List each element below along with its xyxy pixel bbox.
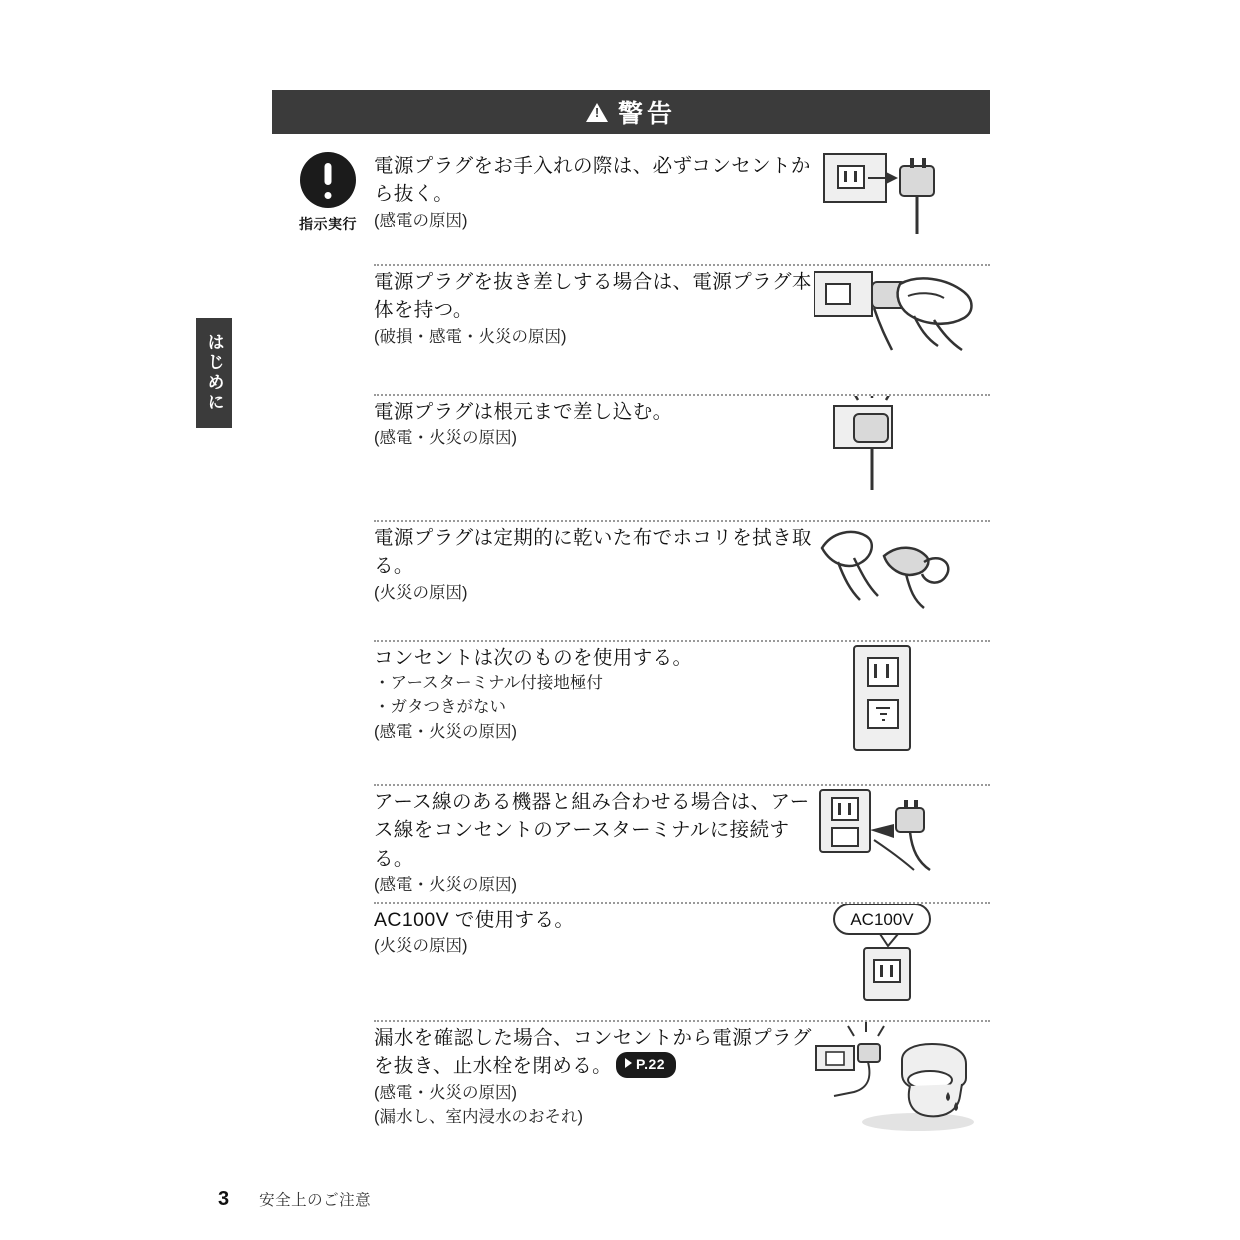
warning-banner	[272, 90, 990, 134]
svg-text:AC100V: AC100V	[850, 910, 914, 929]
exclamation-circle-icon	[300, 152, 356, 208]
row-text	[374, 522, 814, 605]
table-row	[374, 904, 990, 1022]
row-cause-text: (火災の原因)	[374, 937, 468, 956]
row-cause-text: (感電・火災の原因)	[374, 723, 517, 742]
table-row	[374, 786, 990, 904]
page-footer	[218, 1188, 371, 1211]
row-text	[374, 904, 814, 959]
warning-item-list	[374, 150, 990, 1152]
section-side-tab	[196, 318, 232, 428]
row-text	[374, 266, 814, 349]
row-cause-text-secondary: (漏水し、室内浸水のおそれ)	[374, 1108, 583, 1127]
row-main-text-value: 漏水を確認した場合、コンセントから電源プラグを抜き、止水栓を閉める。	[374, 1027, 812, 1078]
row-text	[374, 642, 814, 745]
row-main-text: アース線のある機器と組み合わせる場合は、アース線をコンセントのアースターミナルに接続する。	[374, 791, 810, 870]
row-main-text: 電源プラグは根元まで差し込む。	[374, 401, 673, 423]
row-cause-text: (火災の原因)	[374, 583, 468, 602]
row-main-text: コンセントは次のものを使用する。	[374, 647, 693, 669]
row-cause-text: (感電・火災の原因)	[374, 875, 517, 894]
table-row	[374, 266, 990, 396]
page-number: 3	[218, 1188, 230, 1210]
plug-inserted-fully-illustration	[814, 396, 986, 510]
cloth-wiping-plug-illustration	[814, 522, 986, 630]
row-cause-text: (感電・火災の原因)	[374, 1083, 517, 1102]
table-row	[374, 396, 990, 522]
footer-section-title: 安全上のご注意	[259, 1192, 372, 1209]
row-text	[374, 396, 814, 451]
instruction-icon-caption: 指示実行	[299, 216, 357, 232]
table-row	[374, 642, 990, 786]
page-reference-badge[interactable]	[616, 1052, 676, 1077]
row-cause-text: (感電の原因)	[374, 211, 468, 230]
toilet-leak-illustration	[814, 1022, 986, 1142]
row-text	[374, 1022, 814, 1130]
grounded-outlet-illustration	[814, 642, 986, 774]
row-main-text	[374, 1024, 814, 1081]
row-text	[374, 150, 814, 233]
table-row	[374, 522, 990, 642]
row-main-text: 電源プラグをお手入れの際は、必ずコンセントから抜く。	[374, 155, 811, 206]
row-bullet-1: ・アースターミナル付接地極付	[374, 674, 603, 693]
row-bullet-2: ・ガタつきがない	[374, 698, 506, 717]
row-cause-text: (破損・感電・火災の原因)	[374, 327, 567, 346]
earth-wire-connect-illustration	[814, 786, 986, 892]
play-triangle-icon	[625, 1058, 632, 1068]
row-main-text: 電源プラグは定期的に乾いた布でホコリを拭き取る。	[374, 527, 812, 578]
row-text	[374, 786, 814, 898]
table-row	[374, 150, 990, 266]
table-row	[374, 1022, 990, 1152]
instruction-icon-group	[288, 152, 368, 234]
outlet-unplug-illustration	[814, 150, 986, 254]
page-reference-label: P.22	[636, 1056, 666, 1073]
row-cause-text: (感電・火災の原因)	[374, 429, 517, 448]
ac100v-outlet-illustration	[814, 904, 986, 1010]
warning-triangle-icon	[586, 103, 608, 122]
hand-holding-plug-illustration	[814, 266, 986, 384]
side-tab-label: はじめに	[204, 333, 224, 413]
warning-banner-label: 警告	[617, 100, 676, 128]
row-main-text: 電源プラグを抜き差しする場合は、電源プラグ本体を持つ。	[374, 271, 812, 322]
row-main-text: AC100V で使用する。	[374, 909, 575, 931]
